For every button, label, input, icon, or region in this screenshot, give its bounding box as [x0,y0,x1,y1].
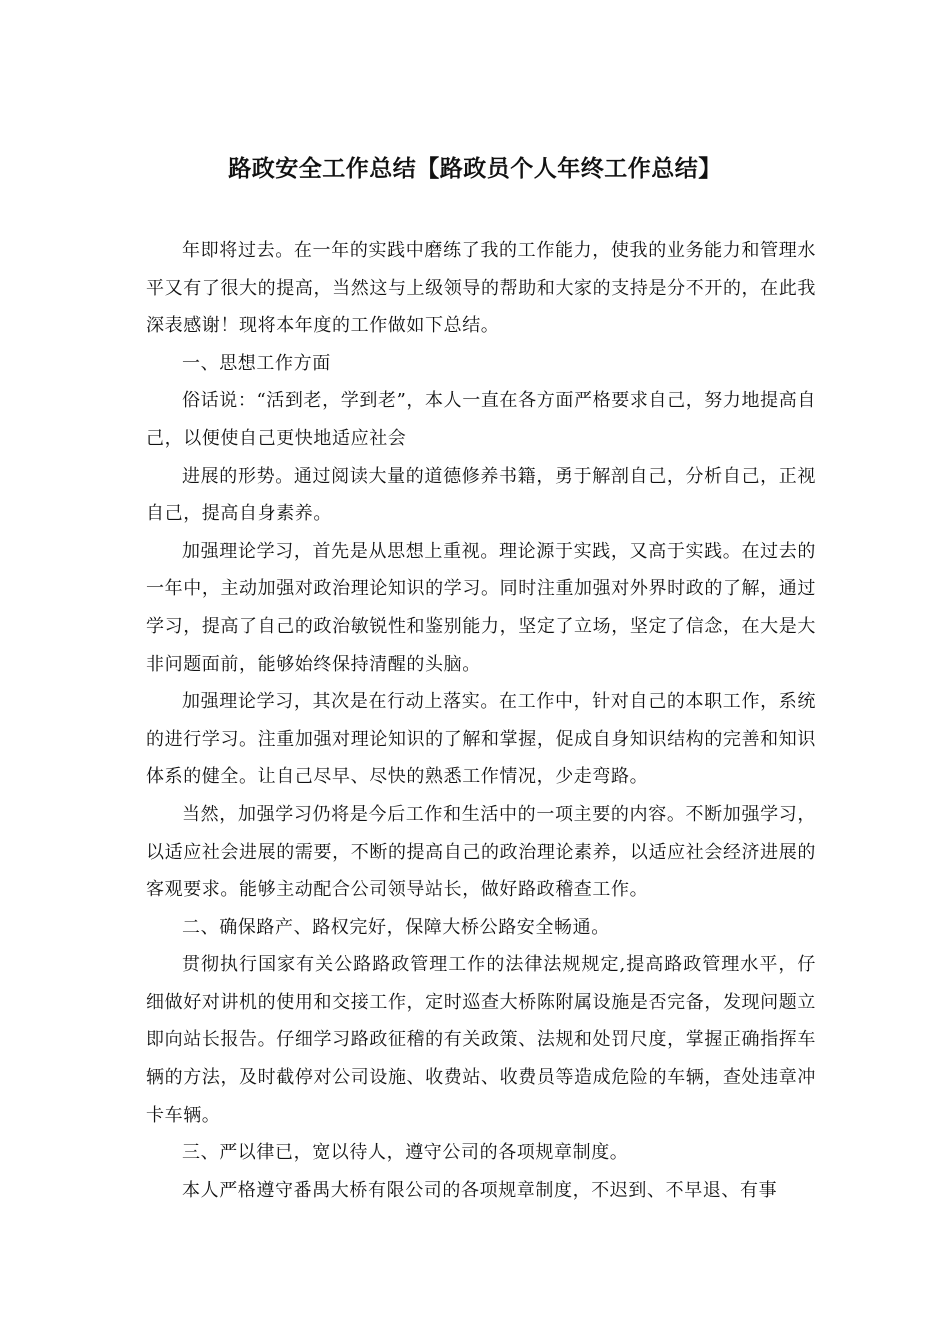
document-title: 路政安全工作总结【路政员个人年终工作总结】 [228,155,722,182]
document-body [146,232,816,1209]
paragraph-intro: 年即将过去。在一年的实践中磨练了我的工作能力，使我的业务能力和管理水平又有了很大的提高，当然这与上级领导的帮助和大家的支持是分不开的，在此我深表感谢！现将本年度的工作做如下总结。 [146,240,816,337]
section-heading-3: 三、严以律已，宽以待人，遵守公司的各项规章制度。 [182,1142,629,1164]
paragraph: 当然，加强学习仍将是今后工作和生活中的一项主要的内容。不断加强学习，以适应社会进展的需要，不断的提高自己的政治理论素养，以适应社会经济进展的客观要求。能够主动配合公司领导站长，做好路政稽查工作。 [146,803,816,901]
section-heading-1: 一、思想工作方面 [182,352,331,374]
paragraph: 加强理论学习，首先是从思想上重视。理论源于实践，又高于实践。在过去的一年中，主动加强对政治理论知识的学习。同时注重加强对外界时政的了解，通过学习，提高了自己的政治敏锐性和鉴别能力，坚定了立场，坚定了信念，在大是大非问题面前，能够始终保持清醒的头脑。 [146,540,816,675]
paragraph: 本人严格遵守番禺大桥有限公司的各项规章制度，不迟到、不早退、有事 [182,1179,778,1201]
section-heading-2: 二、确保路产、路权完好，保障大桥公路安全畅通。 [182,916,610,938]
paragraph: 俗话说：“活到老，学到老”，本人一直在各方面严格要求自己，努力地提高自己，以便使自己更快地适应社会 [146,390,816,449]
paragraph: 贯彻执行国家有关公路路政管理工作的法律法规规定,提高路政管理水平，仔细做好对讲机的使用和交接工作，定时巡查大桥陈附属设施是否完备，发现问题立即向站长报告。仔细学习路政征稽的有关政策、法规和处罚尺度，掌握正确指挥车辆的方法，及时截停对公司设施、收费站、收费员等造成危险的车辆，查处违章冲卡车辆。 [146,954,816,1126]
paragraph: 加强理论学习，其次是在行动上落实。在工作中，针对自己的本职工作，系统的进行学习。注重加强对理论知识的了解和掌握，促成自身知识结构的完善和知识体系的健全。让自己尽早、尽快的熟悉工作情况，少走弯路。 [146,691,816,788]
paragraph: 进展的形势。通过阅读大量的道德修养书籍，勇于解剖自己，分析自己，正视自己，提高自身素养。 [146,465,816,525]
